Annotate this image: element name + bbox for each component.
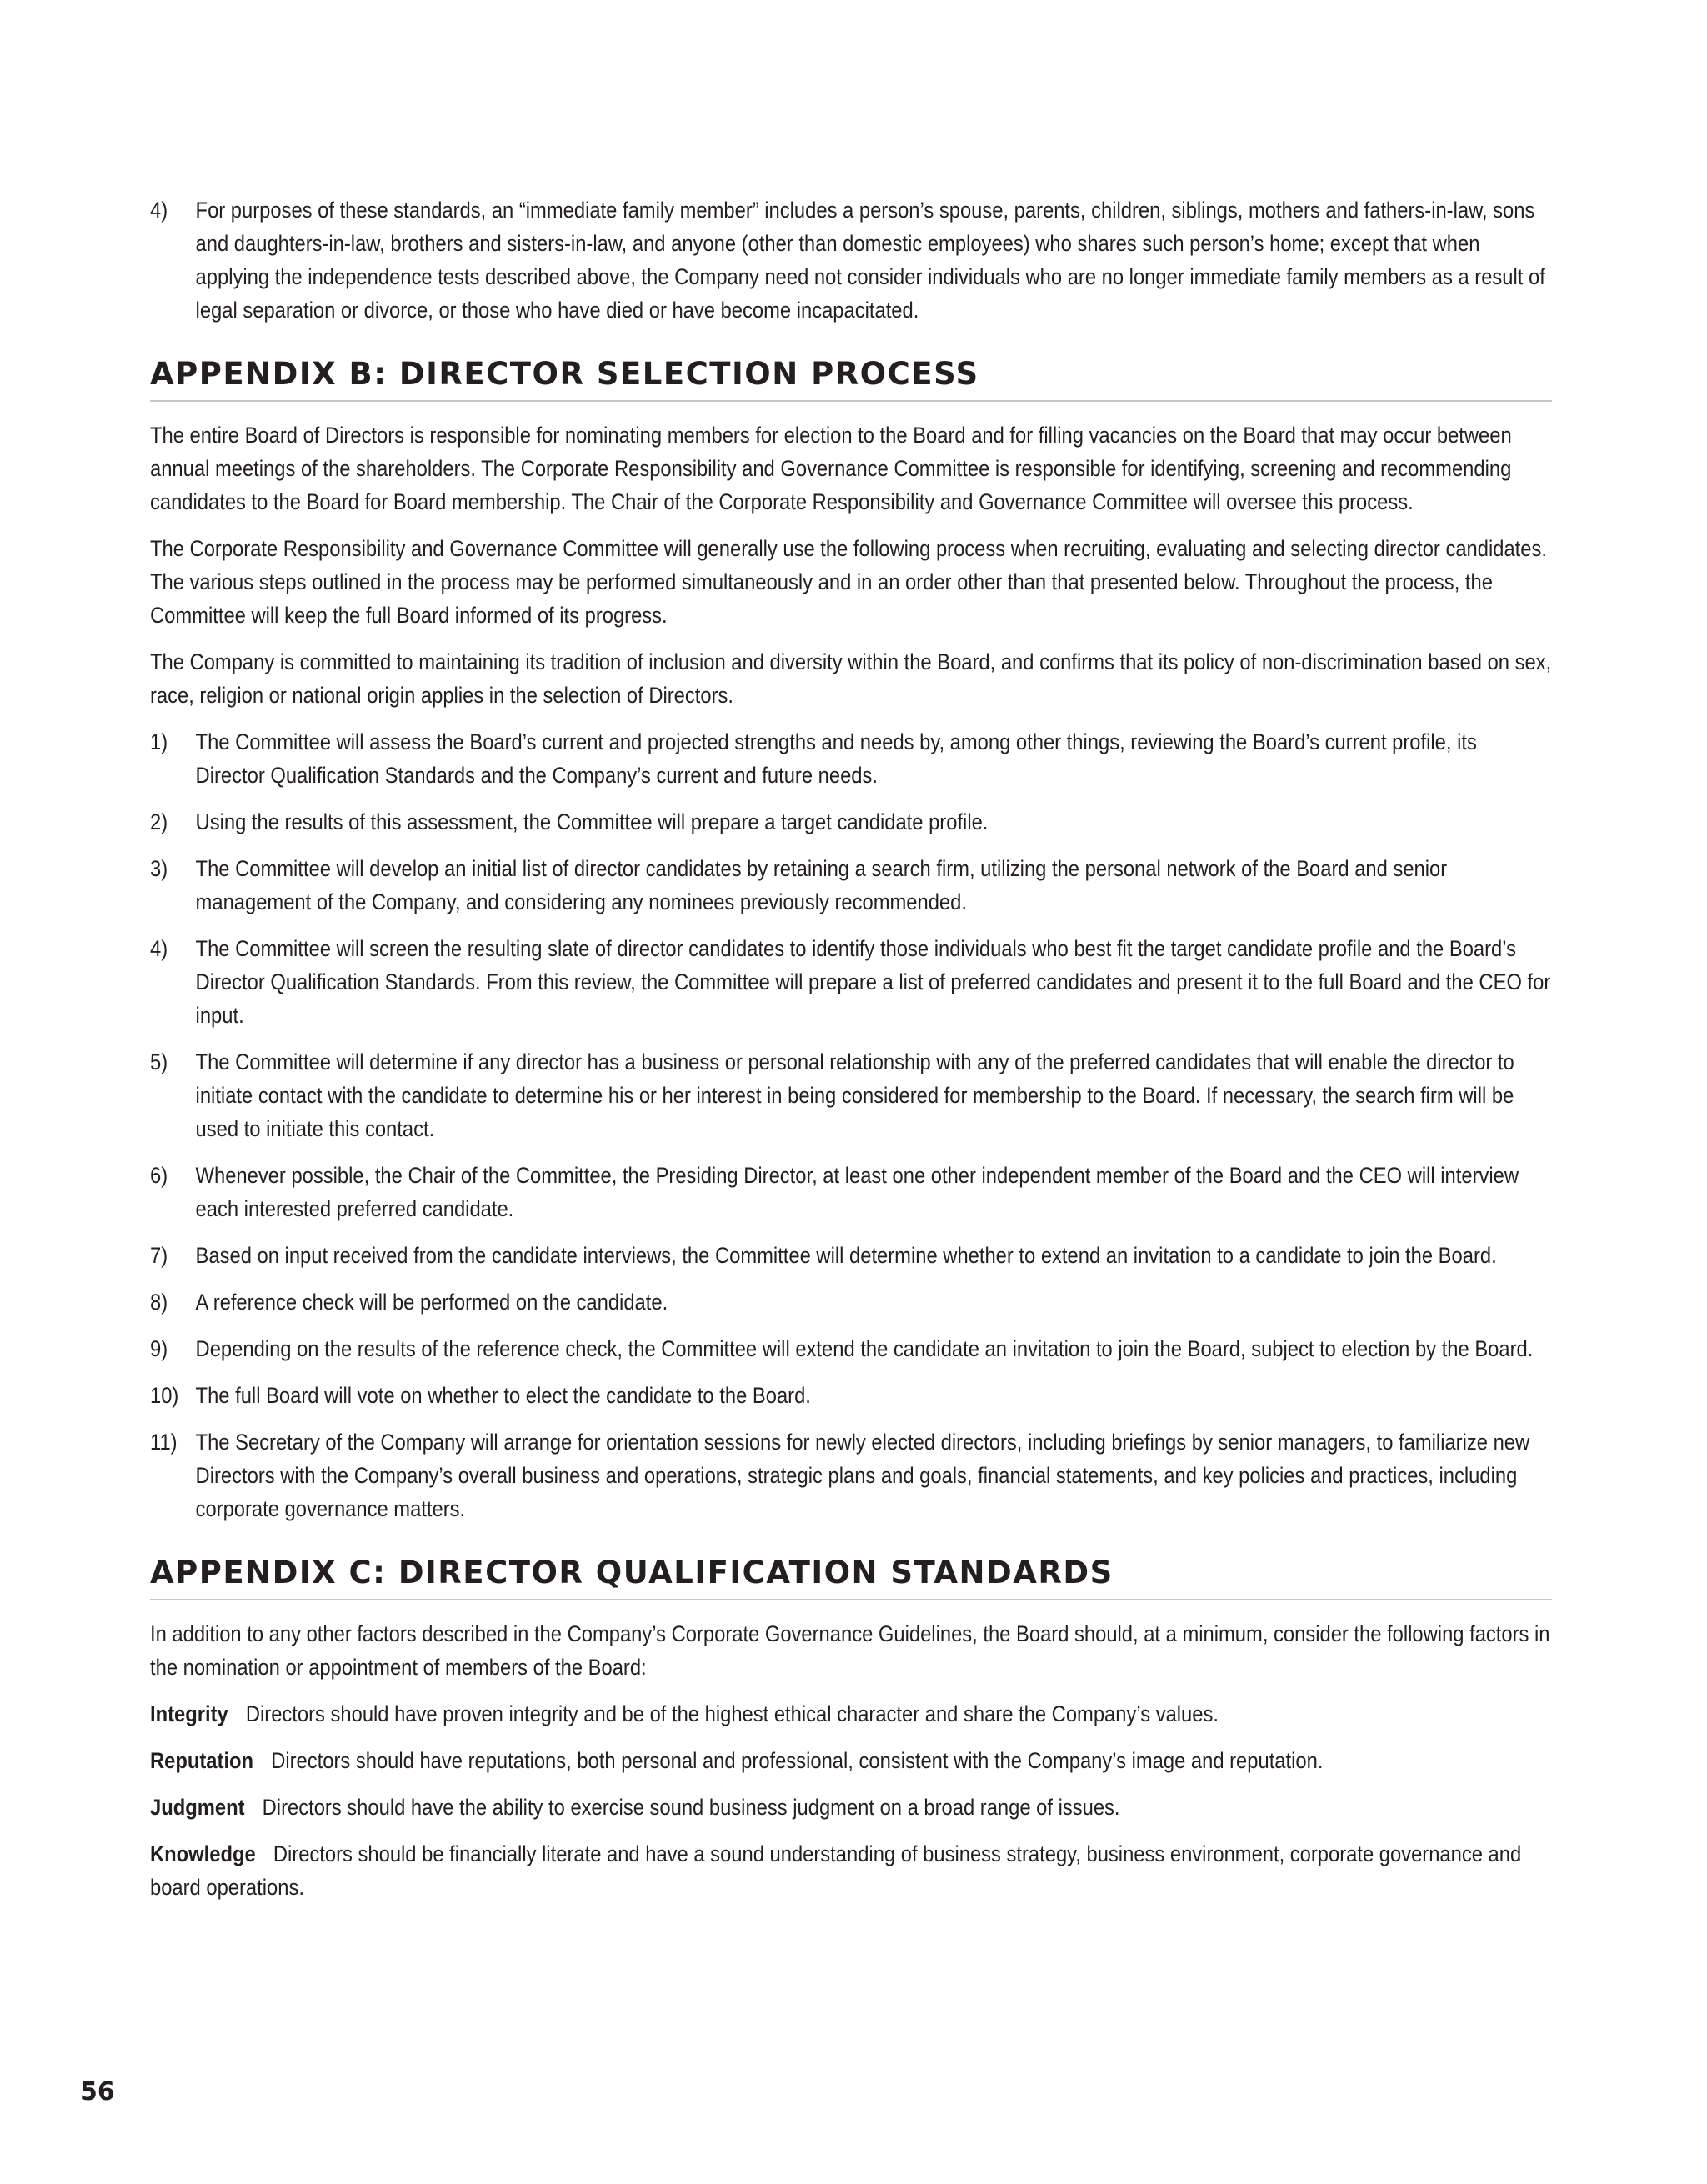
list-item-text: The Committee will assess the Board’s current and projected strengths and needs by, among other things, reviewing the Board’s current profile, its Director Qualification Standards and the Company’s current and future needs.	[195, 729, 1477, 788]
list-item-text: A reference check will be performed on the candidate.	[195, 1290, 668, 1315]
list-item-number: 5)	[150, 1049, 168, 1074]
list-item-number: 1)	[150, 729, 168, 754]
list-item	[150, 1425, 1551, 1525]
list-item	[150, 1332, 1551, 1365]
list-item	[150, 725, 1551, 792]
list-item-text: The Secretary of the Company will arrange for orientation sessions for newly elected directors, including briefings by senior managers, to familiarize new Directors with the Company’s overall business and operations, strategic plans and goals, financial statements, and key policies and practices, including corporate governance matters.	[195, 1430, 1530, 1521]
qualification-standard	[150, 1791, 1551, 1824]
qualification-standard	[150, 1697, 1551, 1731]
list-item-text: The full Board will vote on whether to elect the candidate to the Board.	[195, 1383, 811, 1408]
standard-text: Directors should have the ability to exercise sound business judgment on a broad range of issues.	[262, 1795, 1120, 1820]
standard-term: Judgment	[150, 1795, 245, 1820]
list-item	[150, 852, 1551, 919]
list-item-text: For purposes of these standards, an “immediate family member” includes a person’s spouse, parents, children, siblings, mothers and fathers-in-law, sons and daughters-in-law, brothers and sisters-in-law, and anyone (other than domestic employees) who shares such person’s home; except that when applying the independence tests described above, the Company need not consider individuals who are no longer immediate family members as a result of legal separation or divorce, or those who have died or have become incapacitated.	[195, 198, 1545, 323]
standard-text: Directors should be financially literate and have a sound understanding of business strategy, business environment, corporate governance and board operations.	[150, 1841, 1522, 1900]
list-item-number: 10)	[150, 1383, 179, 1408]
paragraph: The Corporate Responsibility and Governance Committee will generally use the following process when recruiting, evaluating and selecting director candidates. The various steps outlined in the process may be performed simultaneously and in an order other than that presented below. Throughout the process, the Committee will keep the full Board informed of its progress.	[150, 536, 1547, 628]
section-heading-appendix-c: APPENDIX C: DIRECTOR QUALIFICATION STANDARDS	[150, 1554, 1552, 1600]
standard-term: Integrity	[150, 1701, 228, 1726]
paragraph: In addition to any other factors described in the Company’s Corporate Governance Guidelines, the Board should, at a minimum, consider the following factors in the nomination or appointment of members of the Board:	[150, 1621, 1550, 1680]
list-item-text: Whenever possible, the Chair of the Committee, the Presiding Director, at least one other independent member of the Board and the CEO will interview each interested preferred candidate.	[195, 1163, 1519, 1221]
list-item-number: 7)	[150, 1243, 168, 1268]
qualification-standard	[150, 1837, 1551, 1904]
qualification-standard	[150, 1744, 1551, 1777]
list-item	[150, 193, 1551, 327]
standard-text: Directors should have proven integrity and be of the highest ethical character and share the Company’s values.	[245, 1701, 1219, 1726]
page-number: 56	[80, 2077, 115, 2106]
list-item	[150, 1045, 1551, 1145]
list-item-text: Using the results of this assessment, the Committee will prepare a target candidate profile.	[195, 809, 989, 834]
list-item	[150, 805, 1551, 839]
list-item-number: 2)	[150, 809, 168, 834]
list-item-number: 8)	[150, 1290, 168, 1315]
standard-term: Reputation	[150, 1748, 254, 1773]
list-item-number: 9)	[150, 1336, 168, 1361]
section-heading-appendix-b: APPENDIX B: DIRECTOR SELECTION PROCESS	[150, 355, 1552, 402]
list-item-text: The Committee will develop an initial list of director candidates by retaining a search firm, utilizing the personal network of the Board and senior management of the Company, and considering any nominees previously recommended.	[195, 856, 1448, 914]
list-item-number: 11)	[150, 1430, 178, 1455]
paragraph: The entire Board of Directors is responsible for nominating members for election to the Board and for filling vacancies on the Board that may occur between annual meetings of the shareholders. The Corporate Responsibility and Governance Committee is responsible for identifying, screening and recommending candidates to the Board for Board membership. The Chair of the Corporate Responsibility and Governance Committee will oversee this process.	[150, 423, 1512, 514]
standard-text: Directors should have reputations, both personal and professional, consistent with the Company’s image and reputation.	[271, 1748, 1324, 1773]
document-page	[150, 193, 1552, 1917]
list-item-number: 6)	[150, 1163, 168, 1188]
list-item-text: The Committee will screen the resulting slate of director candidates to identify those individuals who best fit the target candidate profile and the Board’s Director Qualification Standards. From this review, the Committee will prepare a list of preferred candidates and present it to the full Board and the CEO for input.	[195, 936, 1551, 1028]
list-item	[150, 1285, 1551, 1319]
standard-term: Knowledge	[150, 1841, 256, 1866]
list-item-number: 4)	[150, 936, 168, 961]
list-item-number: 3)	[150, 856, 168, 881]
list-item	[150, 1239, 1551, 1272]
list-item-number: 4)	[150, 198, 168, 223]
list-item	[150, 1159, 1551, 1225]
list-item-text: Depending on the results of the reference check, the Committee will extend the candidate an invitation to join the Board, subject to election by the Board.	[195, 1336, 1534, 1361]
list-item-text: The Committee will determine if any director has a business or personal relationship with any of the preferred candidates that will enable the director to initiate contact with the candidate to determine his or her interest in being considered for membership to the Board. If necessary, the search firm will be used to initiate this contact.	[195, 1049, 1514, 1141]
list-item	[150, 932, 1551, 1032]
list-item-text: Based on input received from the candidate interviews, the Committee will determine whether to extend an invitation to a candidate to join the Board.	[195, 1243, 1497, 1268]
paragraph: The Company is committed to maintaining its tradition of inclusion and diversity within the Board, and confirms that its policy of non-discrimination based on sex, race, religion or national origin applies in the selection of Directors.	[150, 649, 1552, 708]
list-item	[150, 1379, 1551, 1412]
